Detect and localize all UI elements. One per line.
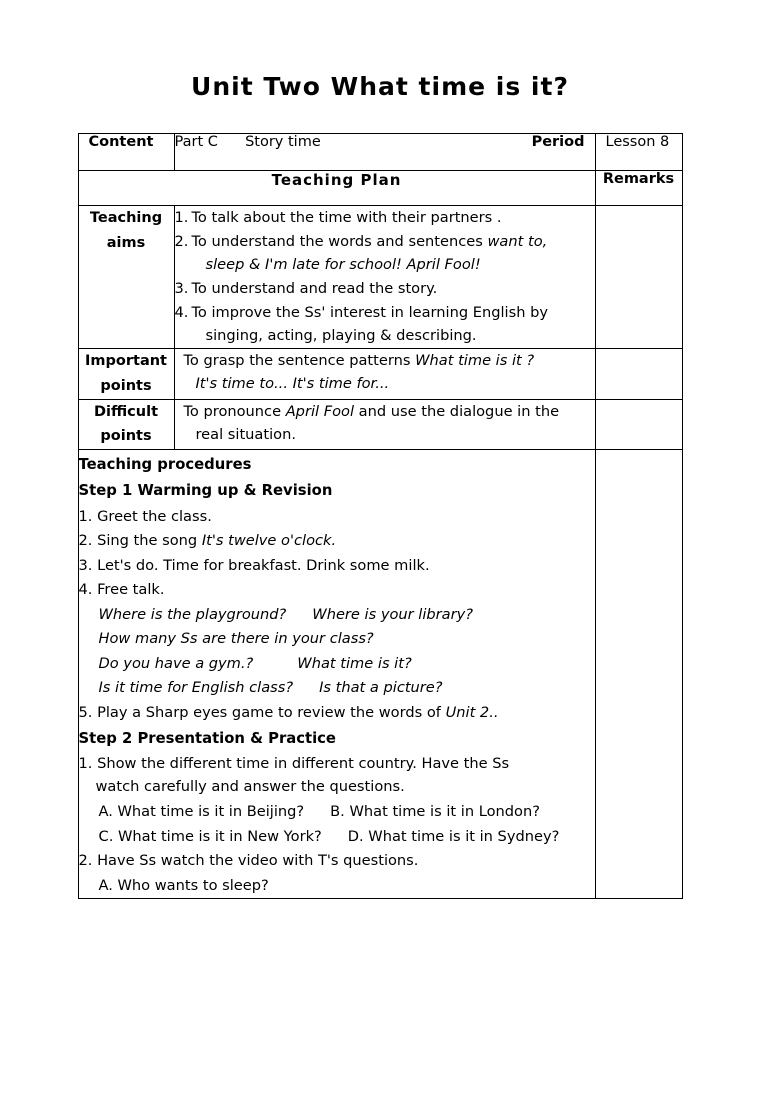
step1-heading: Step 1 Warming up & Revision — [78, 482, 333, 500]
teaching-plan-header: Teaching Plan — [78, 171, 595, 206]
period-label: Period — [531, 134, 585, 150]
document-page — [0, 72, 760, 1115]
step1-item-number: 2. — [78, 532, 93, 550]
free-talk-left: How many Ss are there in your class? — [98, 630, 374, 648]
aim-item — [175, 206, 595, 229]
content-label: Content — [88, 134, 154, 150]
step1-item-text-italic: Unit 2.. — [445, 703, 499, 721]
step2-qa-right: B. What time is it in London? — [330, 802, 540, 820]
aim-item — [175, 301, 595, 347]
step1-item — [79, 554, 595, 577]
remarks-cell-difficult — [595, 399, 682, 449]
step2-item-number: 1. — [78, 755, 93, 773]
step1-item-number: 3. — [78, 556, 93, 574]
period-value: Lesson 8 — [605, 134, 670, 150]
important-points-label-line2: points — [100, 377, 152, 394]
step1-item — [79, 578, 595, 601]
aim-text: To understand the words and sentences — [191, 233, 488, 251]
step2-qa-left: C. What time is it in New York? — [98, 827, 322, 845]
aim-number: 3. — [174, 280, 189, 298]
difficult-points-label-line1: Difficult — [94, 403, 158, 420]
free-talk-right: What time is it? — [297, 654, 412, 672]
table-row-header-info — [78, 134, 682, 171]
step1-item-number: 5. — [78, 703, 93, 721]
step1-item-number: 1. — [78, 507, 93, 525]
difficult-points-label-line2: points — [100, 428, 152, 445]
important-line1-normal: To grasp the sentence patterns — [183, 352, 416, 370]
aim-text-italic-cont: sleep & I'm late for school! April Fool! — [205, 256, 481, 274]
aim-text: To improve the Ss' interest in learning English by — [191, 304, 548, 322]
aim-item — [175, 277, 595, 300]
step2-item-number: 2. — [78, 852, 93, 870]
step2-item — [79, 849, 595, 872]
important-line2: It's time to... It's time for... — [195, 375, 390, 393]
important-points-label-line1: Important — [85, 353, 167, 370]
free-talk-line — [79, 652, 595, 675]
step1-item-text: Let's do. Time for breakfast. Drink some milk. — [97, 556, 430, 574]
step1-item-text-italic: It's twelve o'clock. — [201, 532, 337, 550]
page-title: Unit Two What time is it? — [191, 72, 569, 101]
table-row-difficult-points — [78, 399, 682, 449]
free-talk-left: Do you have a gym.? — [98, 654, 254, 672]
difficult-line1-a: To pronounce — [183, 402, 286, 420]
difficult-line1 — [184, 400, 595, 423]
step2-item-sub: A. Who wants to sleep? — [98, 876, 269, 894]
remarks-header: Remarks — [595, 171, 682, 206]
content-value-cell — [174, 134, 595, 171]
teaching-aims-label-line2: aims — [106, 234, 146, 251]
aim-number: 4. — [174, 304, 189, 322]
aim-number: 1. — [174, 209, 189, 226]
step1-item — [79, 529, 595, 552]
free-talk-line — [79, 676, 595, 699]
free-talk-left: Where is the playground? — [98, 605, 287, 623]
step1-item-text: Play a Sharp eyes game to review the words of — [97, 703, 446, 721]
content-value-part: Part C — [174, 134, 218, 150]
difficult-points-content — [174, 399, 595, 449]
important-line1 — [184, 349, 595, 372]
step1-item — [79, 701, 595, 724]
step2-item-line1: Show the different time in different country. Have the Ss — [97, 755, 510, 773]
step1-item-text: Greet the class. — [97, 507, 212, 525]
step2-qa-right: D. What time is it in Sydney? — [347, 827, 560, 845]
teaching-aims-label — [78, 206, 174, 349]
step2-qa-line — [79, 825, 595, 848]
aim-number: 2. — [174, 233, 189, 251]
free-talk-line — [79, 603, 595, 626]
important-points-content — [174, 349, 595, 399]
free-talk-right: Is that a picture? — [319, 679, 443, 697]
teaching-aims-content — [174, 206, 595, 349]
teaching-aims-label-line1: Teaching — [89, 210, 163, 226]
step2-heading: Step 2 Presentation & Practice — [78, 730, 336, 748]
lesson-plan-table — [78, 133, 683, 899]
step2-item-text: Have Ss watch the video with T's questions. — [97, 852, 419, 870]
period-value-cell — [595, 134, 682, 171]
aim-item — [175, 230, 595, 276]
step1-item-number: 4. — [78, 581, 93, 599]
aim-text: To talk about the time with their partners . — [191, 209, 502, 226]
important-line1-italic: What time is it ? — [415, 352, 535, 370]
step2-qa-line — [79, 800, 595, 823]
step1-item-text: Free talk. — [97, 581, 165, 599]
content-value-story: Story time — [245, 134, 321, 150]
procedures-heading: Teaching procedures — [78, 455, 252, 473]
aim-text: To understand and read the story. — [191, 280, 438, 298]
aim-text-cont: singing, acting, playing & describing. — [205, 327, 477, 345]
free-talk-left: Is it time for English class? — [98, 679, 294, 697]
teaching-procedures-content — [78, 449, 595, 898]
step2-item — [79, 752, 595, 798]
content-label-cell — [78, 134, 174, 171]
important-points-label — [78, 349, 174, 399]
step2-qa-left: A. What time is it in Beijing? — [98, 802, 305, 820]
step1-item-text: Sing the song — [97, 532, 202, 550]
remarks-cell-procedures — [595, 449, 682, 898]
remarks-cell-aims — [595, 206, 682, 349]
table-row-teaching-aims — [78, 206, 682, 349]
free-talk-line — [79, 627, 595, 650]
aim-text-italic: want to, — [487, 233, 548, 251]
difficult-line1-b: and use the dialogue in the — [354, 402, 560, 420]
table-row-teaching-procedures — [78, 449, 682, 898]
free-talk-right: Where is your library? — [312, 605, 473, 623]
difficult-line1-italic: April Fool — [285, 402, 355, 420]
difficult-points-label — [78, 399, 174, 449]
step2-item-line2: watch carefully and answer the questions. — [95, 778, 405, 796]
remarks-cell-important — [595, 349, 682, 399]
step1-item — [79, 505, 595, 528]
table-row-plan-remarks — [78, 171, 682, 206]
table-row-important-points — [78, 349, 682, 399]
difficult-line2: real situation. — [195, 425, 296, 443]
